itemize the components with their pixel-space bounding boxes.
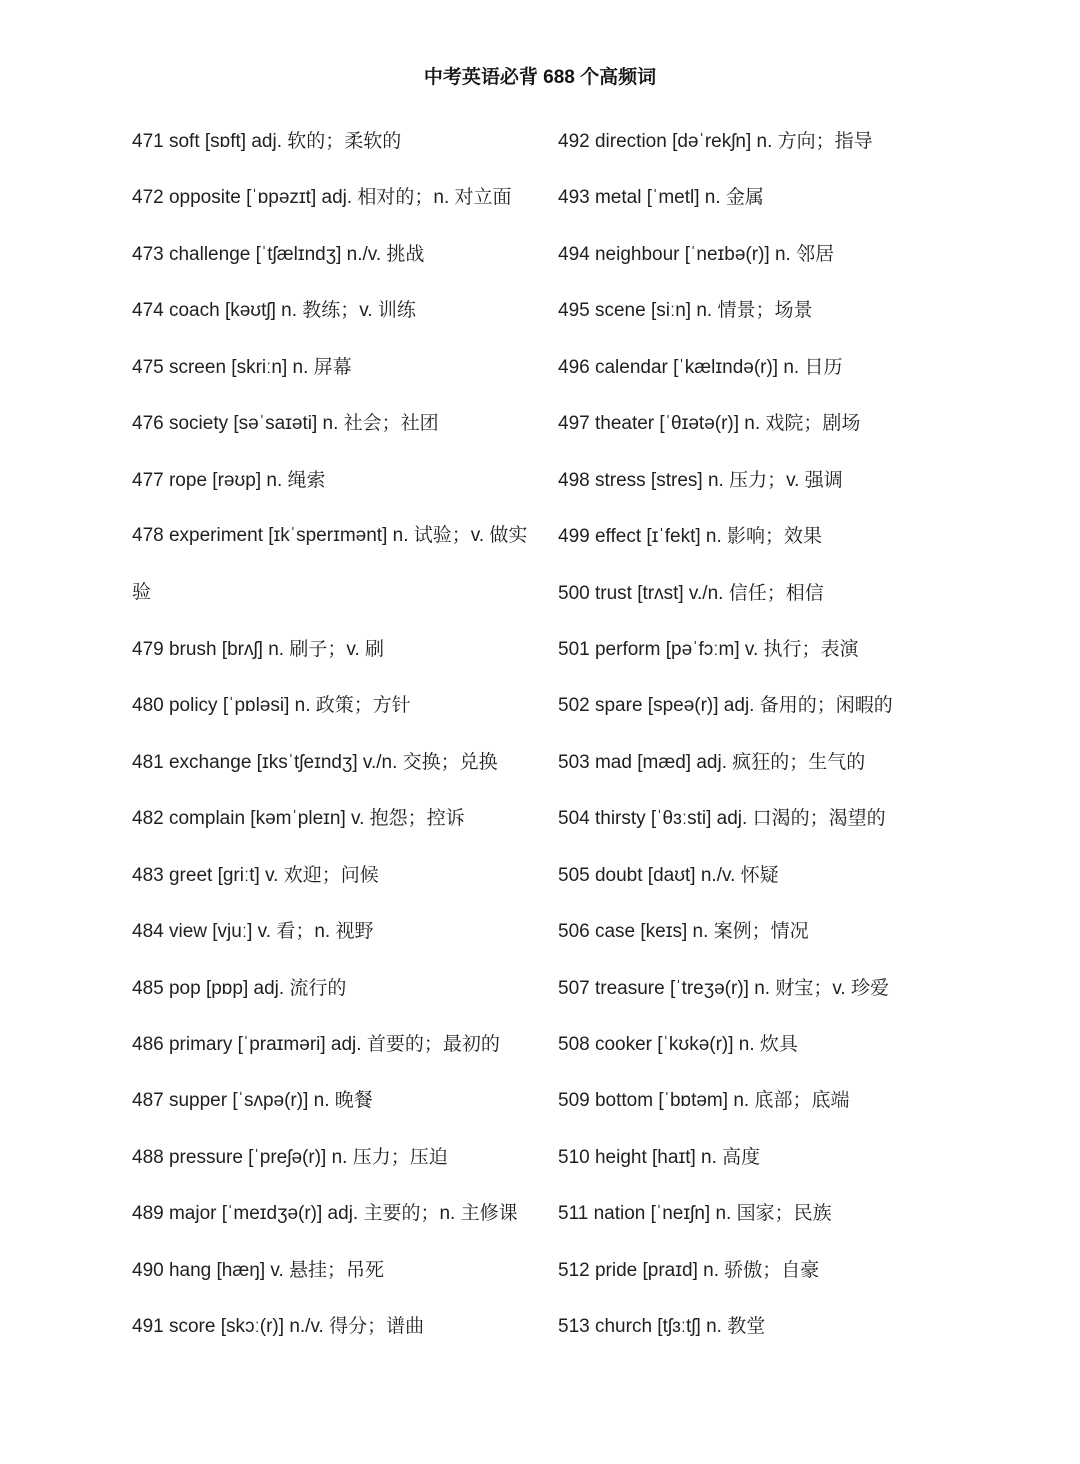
word-entry-492: 492 direction [dəˈrekʃn] n. 方向；指导 bbox=[558, 131, 873, 152]
word-entry-513: 513 church [tʃɜːtʃ] n. 教堂 bbox=[558, 1316, 766, 1338]
word-entry-504: 504 thirsty [ˈθɜːsti] adj. 口渴的；渴望的 bbox=[558, 808, 886, 830]
word-entry-472: 472 opposite [ˈɒpəzɪt] adj. 相对的；n. 对立面 bbox=[132, 187, 512, 209]
word-entry-495: 495 scene [siːn] n. 情景；场景 bbox=[558, 300, 813, 322]
word-entry-501: 501 perform [pəˈfɔːm] v. 执行；表演 bbox=[558, 638, 859, 660]
word-entry-481: 481 exchange [ɪksˈtʃeɪndʒ] v./n. 交换；兑换 bbox=[132, 751, 498, 773]
word-entry-490: 490 hang [hæŋ] v. 悬挂；吊死 bbox=[132, 1259, 385, 1281]
word-entry-511: 511 nation [ˈneɪʃn] n. 国家；民族 bbox=[558, 1203, 832, 1225]
word-entry-471: 471 soft [sɒft] adj. 软的；柔软的 bbox=[132, 131, 402, 152]
word-entry-486: 486 primary [ˈpraɪməri] adj. 首要的；最初的 bbox=[132, 1034, 500, 1056]
word-entry-482: 482 complain [kəmˈpleɪn] v. 抱怨；控诉 bbox=[132, 808, 465, 830]
word-entry-487: 487 supper [ˈsʌpə(r)] n. 晚餐 bbox=[132, 1090, 373, 1112]
word-entry-475: 475 screen [skriːn] n. 屏幕 bbox=[132, 356, 352, 378]
word-list-left bbox=[132, 120, 532, 1362]
word-entry-497: 497 theater [ˈθɪətə(r)] n. 戏院；剧场 bbox=[558, 413, 861, 435]
word-entry-480: 480 policy [ˈpɒləsi] n. 政策；方针 bbox=[132, 695, 411, 717]
word-entry-506: 506 case [keɪs] n. 案例；情况 bbox=[558, 921, 809, 943]
word-entry-505: 505 doubt [daʊt] n./v. 怀疑 bbox=[558, 864, 779, 886]
word-entry-498: 498 stress [stres] n. 压力；v. 强调 bbox=[558, 469, 843, 491]
word-entry-508: 508 cooker [ˈkʊkə(r)] n. 炊具 bbox=[558, 1034, 798, 1055]
word-entry-479: 479 brush [brʌʃ] n. 刷子；v. 刷 bbox=[132, 638, 385, 660]
word-entry-477: 477 rope [rəʊp] n. 绳索 bbox=[132, 469, 326, 491]
word-entry-502: 502 spare [speə(r)] adj. 备用的；闲暇的 bbox=[558, 695, 893, 717]
word-entry-496: 496 calendar [ˈkælɪndə(r)] n. 日历 bbox=[558, 356, 843, 378]
word-entry-484: 484 view [vjuː] v. 看；n. 视野 bbox=[132, 921, 374, 943]
word-entry-512: 512 pride [praɪd] n. 骄傲；自豪 bbox=[558, 1259, 820, 1281]
page-title: 中考英语必背 688 个高频词 bbox=[423, 67, 657, 88]
word-entry-507: 507 treasure [ˈtreʒə(r)] n. 财宝；v. 珍爱 bbox=[558, 977, 889, 999]
word-entry-476: 476 society [səˈsaɪəti] n. 社会；社团 bbox=[132, 413, 439, 435]
word-entry-493: 493 metal [ˈmetl] n. 金属 bbox=[558, 187, 764, 209]
word-entry-473: 473 challenge [ˈtʃælɪndʒ] n./v. 挑战 bbox=[132, 243, 425, 265]
word-entry-489: 489 major [ˈmeɪdʒə(r)] adj. 主要的；n. 主修课 bbox=[132, 1203, 518, 1225]
word-entry-509: 509 bottom [ˈbɒtəm] n. 底部；底端 bbox=[558, 1090, 850, 1112]
word-entry-503: 503 mad [mæd] adj. 疯狂的；生气的 bbox=[558, 751, 866, 773]
word-entry-494: 494 neighbour [ˈneɪbə(r)] n. 邻居 bbox=[558, 243, 835, 265]
word-entry-499: 499 effect [ɪˈfekt] n. 影响；效果 bbox=[558, 526, 823, 548]
word-entry-478: 478 experiment [ɪkˈsperɪmənt] n. 试验；v. 做实验 bbox=[132, 525, 528, 603]
word-entry-510: 510 height [haɪt] n. 高度 bbox=[558, 1146, 761, 1168]
word-entry-483: 483 greet [griːt] v. 欢迎；问候 bbox=[132, 864, 379, 886]
word-entry-485: 485 pop [pɒp] adj. 流行的 bbox=[132, 977, 347, 999]
word-entry-491: 491 score [skɔː(r)] n./v. 得分；谱曲 bbox=[132, 1316, 425, 1338]
word-list-right bbox=[558, 120, 978, 1362]
word-entry-500: 500 trust [trʌst] v./n. 信任；相信 bbox=[558, 582, 824, 604]
word-entry-474: 474 coach [kəʊtʃ] n. 教练；v. 训练 bbox=[132, 300, 416, 322]
word-entry-488: 488 pressure [ˈpreʃə(r)] n. 压力；压迫 bbox=[132, 1146, 448, 1168]
